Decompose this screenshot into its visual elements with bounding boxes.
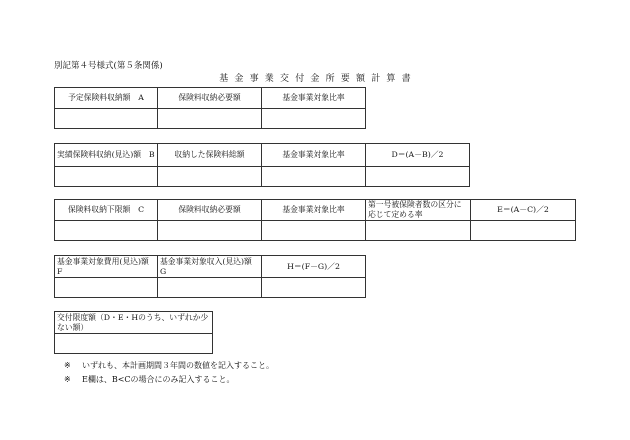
cell-insured-rate[interactable] (366, 221, 471, 241)
cell-fund-revenue-g[interactable] (158, 278, 262, 298)
header-required-premium: 保険料収納必要額 (158, 88, 262, 109)
table-fund-costs (54, 255, 366, 298)
header-fund-ratio: 基金事業対象比率 (262, 200, 366, 221)
cell-planned-premium-a[interactable] (55, 109, 158, 129)
cell-h-value[interactable] (262, 278, 366, 298)
header-fund-revenue-g: 基金事業対象収入(見込)額 G (158, 256, 262, 278)
table-input-row (55, 278, 366, 298)
table-lower-limit (54, 199, 576, 241)
header-required-premium: 保険料収納必要額 (158, 200, 262, 221)
table-header-row (55, 144, 470, 167)
table-input-row (55, 334, 213, 354)
header-h-formula: H＝(F－G)／2 (262, 256, 366, 278)
form-reference: 別記第４号様式(第５条関係) (54, 61, 163, 71)
cell-d-value[interactable] (366, 167, 470, 187)
table-actual-collection (54, 143, 470, 187)
table-premium-collection (54, 87, 366, 129)
header-total-collected: 収納した保険料総額 (158, 144, 262, 167)
header-d-formula: D＝(A－B)／2 (366, 144, 470, 167)
header-actual-premium-b: 実績保険料収納(見込)額 B (55, 144, 158, 167)
cell-required-premium[interactable] (158, 109, 262, 129)
cell-fund-ratio[interactable] (262, 109, 366, 129)
cell-lower-limit-c[interactable] (55, 221, 158, 241)
header-fund-cost-f: 基金事業対象費用(見込)額 F (55, 256, 158, 278)
header-planned-premium-a: 予定保険料収納額 A (55, 88, 158, 109)
document-title: 基金事業交付金所要額計算書 (219, 74, 417, 84)
cell-grant-limit[interactable] (55, 334, 213, 354)
table-header-row (55, 312, 213, 334)
table-input-row (55, 221, 576, 241)
note-text: いずれも、本計画期間３年間の数値を記入すること。 (82, 361, 274, 370)
cell-fund-cost-f[interactable] (55, 278, 158, 298)
table-header-row (55, 256, 366, 278)
header-fund-ratio: 基金事業対象比率 (262, 88, 366, 109)
header-insured-rate: 第一号被保険者数の区分に応じて定める率 (366, 200, 471, 221)
cell-fund-ratio[interactable] (262, 167, 366, 187)
cell-fund-ratio[interactable] (262, 221, 366, 241)
table-input-row (55, 167, 470, 187)
header-e-formula: E＝(A－C)／2 (471, 200, 576, 221)
cell-e-value[interactable] (471, 221, 576, 241)
header-fund-ratio: 基金事業対象比率 (262, 144, 366, 167)
table-grant-limit (54, 311, 213, 354)
note-mark: ※ (64, 361, 71, 370)
note-1 (64, 360, 274, 371)
cell-total-collected[interactable] (158, 167, 262, 187)
header-grant-limit: 交付限度額（D・E・Hのうち、いずれか少ない額） (55, 312, 213, 334)
note-2 (64, 374, 235, 385)
table-header-row (55, 200, 576, 221)
note-mark: ※ (64, 375, 71, 384)
header-lower-limit-c: 保険料収納下限額 C (55, 200, 158, 221)
table-header-row (55, 88, 366, 109)
cell-required-premium[interactable] (158, 221, 262, 241)
note-text: E欄は、B<Cの場合にのみ記入すること。 (82, 375, 235, 384)
cell-actual-premium-b[interactable] (55, 167, 158, 187)
table-input-row (55, 109, 366, 129)
